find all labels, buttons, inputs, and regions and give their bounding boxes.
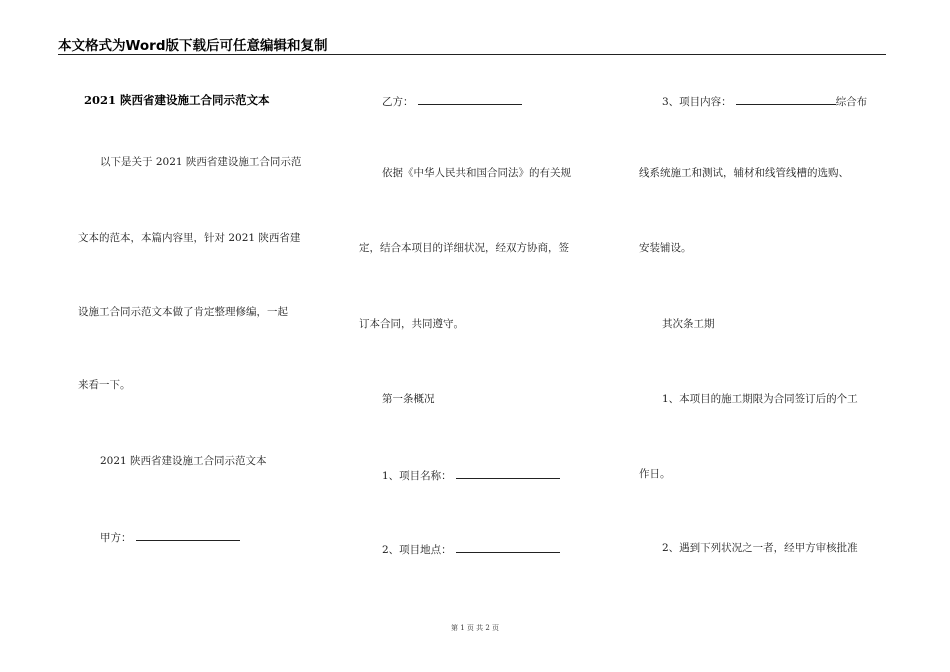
intro-line-3: 设施工合同示范文本做了肯定整理修编，一起 [78,306,288,318]
project-content-suffix: 综合布 [835,96,868,108]
term-line-3: 2、遇到下列状况之一者，经甲方审核批准 [662,542,858,554]
project-location-label: 2、项目地点： [382,544,452,556]
header-banner: 本文格式为Word版下载后可任意编辑和复制 [58,38,328,54]
party-b-blank [418,95,522,105]
term-line-2: 作日。 [639,468,671,480]
intro-line-1: 以下是关于 2021 陕西省建设施工合同示范 [100,156,302,168]
term-line-1: 1、本项目的施工期限为合同签订后的个工 [662,393,858,405]
project-content-label: 3、项目内容： [662,96,732,108]
project-content-blank [736,95,836,105]
page-number: 第 1 页 共 2 页 [450,624,500,632]
party-b-field [382,95,522,108]
project-name-blank [456,469,560,479]
article-1-heading: 第一条概况 [382,393,435,405]
intro-line-4: 来看一下。 [78,379,131,391]
project-location-field [382,543,560,556]
article-2-heading: 其次条工期 [662,318,715,330]
para-line-2: 定，结合本项目的详细状况，经双方协商，签 [359,242,569,254]
party-a-field [100,531,240,544]
subtitle: 2021 陕西省建设施工合同示范文本 [100,455,267,467]
project-location-blank [456,543,560,553]
project-name-field [382,469,560,482]
party-a-blank [136,531,240,541]
para-line-3: 订本合同，共同遵守。 [359,318,464,330]
project-content-field [662,95,867,108]
content-line-2: 线系统施工和测试，辅材和线管线槽的选购、 [639,167,849,179]
party-b-label: 乙方： [382,96,414,108]
para-line-1: 依据《中华人民共和国合同法》的有关规 [382,167,571,179]
intro-line-2: 文本的范本，本篇内容里，针对 2021 陕西省建 [78,232,301,244]
doc-title: 2021 陕西省建设施工合同示范文本 [84,93,270,107]
content-line-3: 安装铺设。 [639,242,692,254]
document-header [58,34,886,55]
party-a-label: 甲方： [100,532,132,544]
project-name-label: 1、项目名称： [382,470,452,482]
